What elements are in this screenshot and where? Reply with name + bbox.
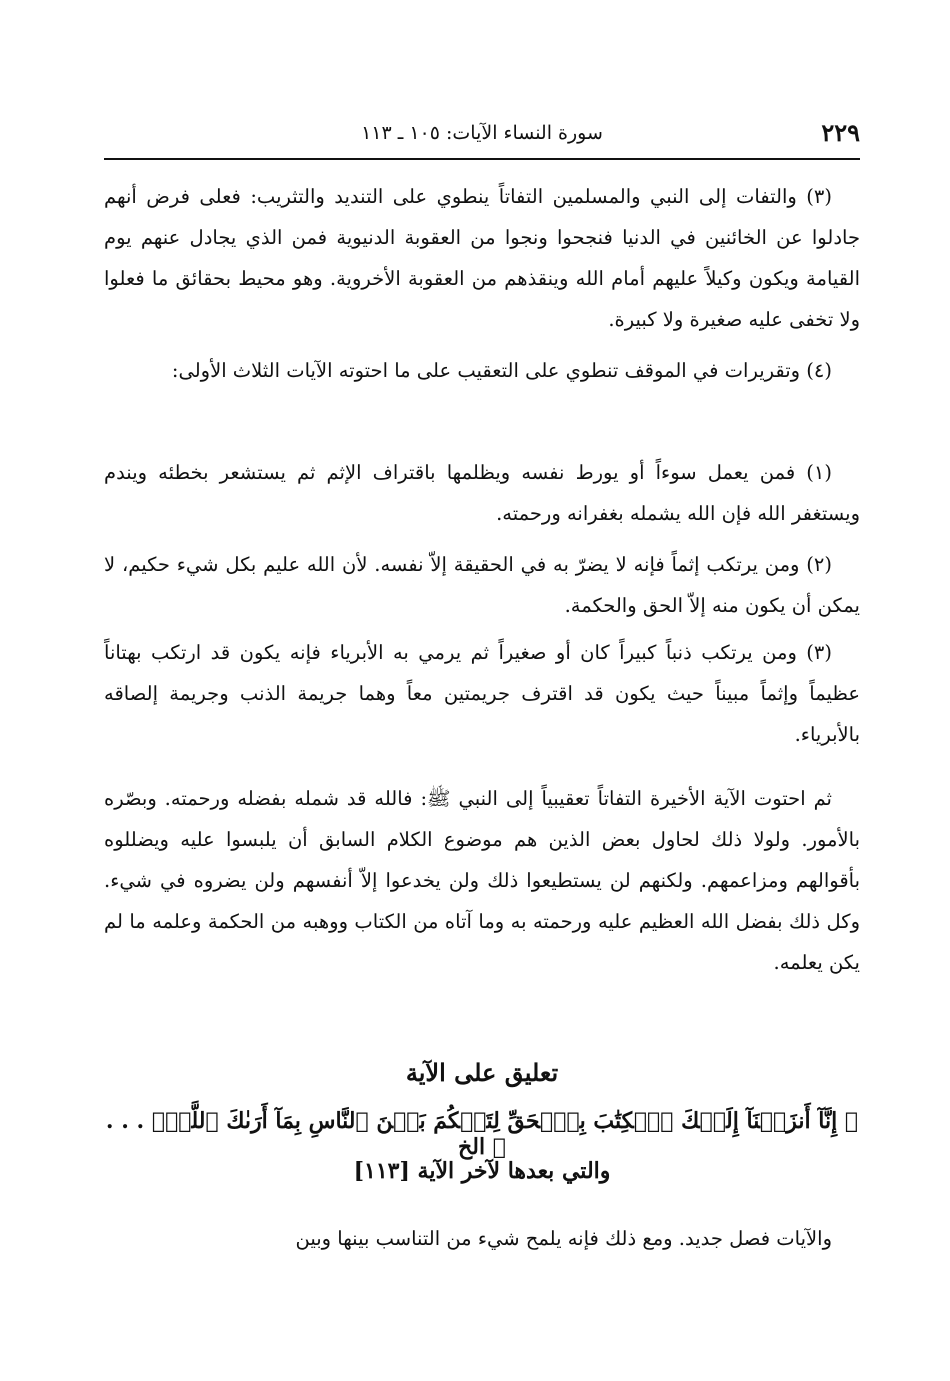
paragraph-statements xyxy=(104,350,860,391)
verse-suffix: الخ xyxy=(458,1134,486,1160)
section-subheading: والتي بعدها لآخر الآية [١١٣] xyxy=(353,1158,611,1184)
paragraph-closing xyxy=(104,1218,860,1259)
text-line: ويندم ويستغفر الله فإن الله يشمله بغفرانه ورحمته. xyxy=(104,461,860,525)
text-line: فمن الذي يجادل عنهم يوم القيامة ويكون وكيلاً عليهم أمام الله وينقذهم من xyxy=(104,226,861,290)
text-line: ثم احتوت الآية الأخيرة التفاتاً تعقيبياً إلى النبي ﷺ: فالله قد شمله بفضله xyxy=(237,787,832,810)
section-heading: تعليق على الآية xyxy=(405,1058,559,1087)
verse-open-bracket: ﴿ xyxy=(844,1108,859,1134)
text-line: ولن يخدعوا إلاّ أنفسهم ولن يضروه في شيء. وكل ذلك بفضل الله العظيم عليه xyxy=(104,869,861,933)
text-line: ورحمته به وما آتاه من الكتاب ووهبه من الحكمة وعلمه ما لم يكن يعلمه. xyxy=(104,910,860,974)
text-line: العقوبة الأخروية. وهو محيط بحقائق ما فعلوا ولا تخفى عليه صغيرة ولا كبيرة. xyxy=(104,267,860,331)
verse-line xyxy=(104,1108,860,1160)
page-number: ٢٢٩ xyxy=(821,118,860,147)
text-line: ارتكب بهتاناً عظيماً وإثماً مبيناً حيث يكون قد اقترف جريمتين معاً وهما جريمة xyxy=(104,641,860,705)
verse-text: إِنَّآ أَنزَلۡنَآ إِلَيۡكَ ٱلۡكِتَٰبَ بِٱلۡحَقِّ لِتَحۡكُمَ بَيۡنَ ٱلنَّاسِ بِمَآ أَرَىٰكَ ٱللَّهُۚ xyxy=(151,1108,838,1134)
header-rule xyxy=(104,158,860,160)
paragraph-reproach xyxy=(104,176,860,340)
paragraph-final-verse xyxy=(104,778,860,983)
text-line: والآيات فصل جديد. ومع ذلك فإنه يلمح شيء من التناسب بينها وبين xyxy=(295,1227,832,1250)
text-line: الذنب وجريمة إلصاقه بالأبرياء. xyxy=(104,682,860,746)
verse-ellipsis: . . . xyxy=(105,1108,152,1134)
running-title: سورة النساء الآيات: ١٠٥ ـ ١١٣ xyxy=(361,122,603,144)
text-line: (٣) والتفات إلى النبي والمسلمين التفاتاً ينطوي على التنديد والتثريب: xyxy=(250,185,832,208)
paragraph-point-2 xyxy=(104,544,860,626)
text-line: السابق أن يلبسوا عليه ويضللوه بأقوالهم ومزاعمهم. ولكنهم لن يستطيعوا ذلك xyxy=(104,828,861,892)
verse-close-bracket: ﴾ xyxy=(492,1134,506,1160)
text-line: شيء حكيم، لا يمكن أن يكون منه إلاّ الحق والحكمة. xyxy=(104,553,860,617)
paragraph-point-3 xyxy=(104,632,860,755)
text-line: فعلى فرض أنهم جادلوا عن الخائنين في الدنيا فنجحوا ونجوا من العقوبة الدنيوية xyxy=(104,185,860,249)
text-line: (١) فمن يعمل سوءاً أو يورط نفسه ويظلمها باقتراف الإثم ثم يستشعر بخطئه xyxy=(158,461,832,484)
text-line: الثلاث الأولى: xyxy=(171,359,281,382)
text-line: (٢) ومن يرتكب إثماً فإنه لا يضرّ به في الحقيقة إلاّ نفسه. لأن الله عليم بكل xyxy=(225,553,832,576)
text-line: (٣) ومن يرتكب ذنباً كبيراً كان أو صغيراً ثم يرمي به الأبرياء فإنه يكون قد xyxy=(210,641,832,664)
page-header xyxy=(104,118,860,154)
text-line: ورحمته. وبصّره بالأمور. ولولا ذلك لحاول بعض الذين هم موضوع الكلام xyxy=(104,787,860,851)
text-line: (٤) وتقريرات في الموقف تنطوي على التعقيب على ما احتوته الآيات xyxy=(286,359,832,382)
paragraph-point-1 xyxy=(104,452,860,534)
